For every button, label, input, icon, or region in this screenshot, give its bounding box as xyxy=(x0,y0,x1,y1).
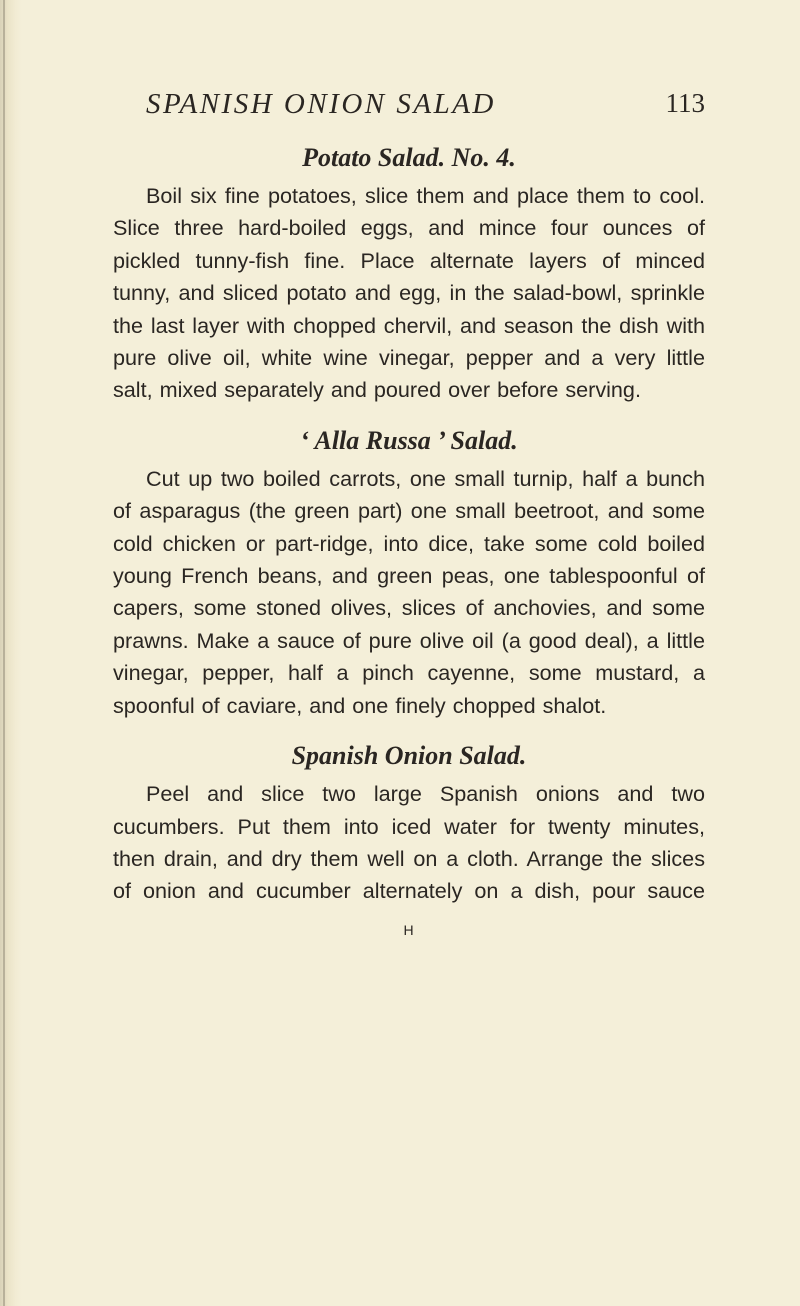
gutter-line xyxy=(3,0,5,1306)
running-title: SPANISH ONION SALAD xyxy=(146,88,496,120)
section-title-alla-russa-salad: ‘ Alla Russa ’ Salad. xyxy=(300,425,518,455)
book-page xyxy=(113,88,705,938)
section-title-potato-salad: Potato Salad. No. 4. xyxy=(302,143,516,172)
section-body-spanish-onion-salad: Peel and slice two large Spanish onions and two cucumbers. Put them into iced water for twenty minutes, then drain, and dry them well on a cloth. Arrange the slices of onion and cucumber alternately on a dish, pour sauce xyxy=(113,781,705,904)
section-body-alla-russa-salad: Cut up two boiled carrots, one small turnip, half a bunch of asparagus (the green part) one small beetroot, and some cold chicken or part-ridge, into dice, take some cold boiled young French beans, and green peas, one tablespoonful of capers, some stoned olives, slices of anchovies, and some prawns. Make a sauce of pure olive oil (a good deal), a little vinegar, pepper, half a pinch cayenne, some mustard, a spoonful of caviare, and one finely chopped shalot. xyxy=(113,465,705,718)
section-title-spanish-onion-salad: Spanish Onion Salad. xyxy=(291,741,527,771)
running-head xyxy=(113,88,705,132)
section-body-potato-salad: Boil six fine potatoes, slice them and place them to cool. Slice three hard-boiled eggs, and mince four ounces of pickled tunny-fish fine. Place alternate layers of minced tunny, and sliced potato and egg, in the salad-bowl, sprinkle the last layer with chopped chervil, and season the dish with pure olive oil, white wine vinegar, pepper and a very little salt, mixed separately and poured over before serving. xyxy=(113,183,705,403)
signature-mark: H xyxy=(403,921,415,938)
page-number: 113 xyxy=(665,88,705,118)
page-gutter xyxy=(0,0,22,1306)
